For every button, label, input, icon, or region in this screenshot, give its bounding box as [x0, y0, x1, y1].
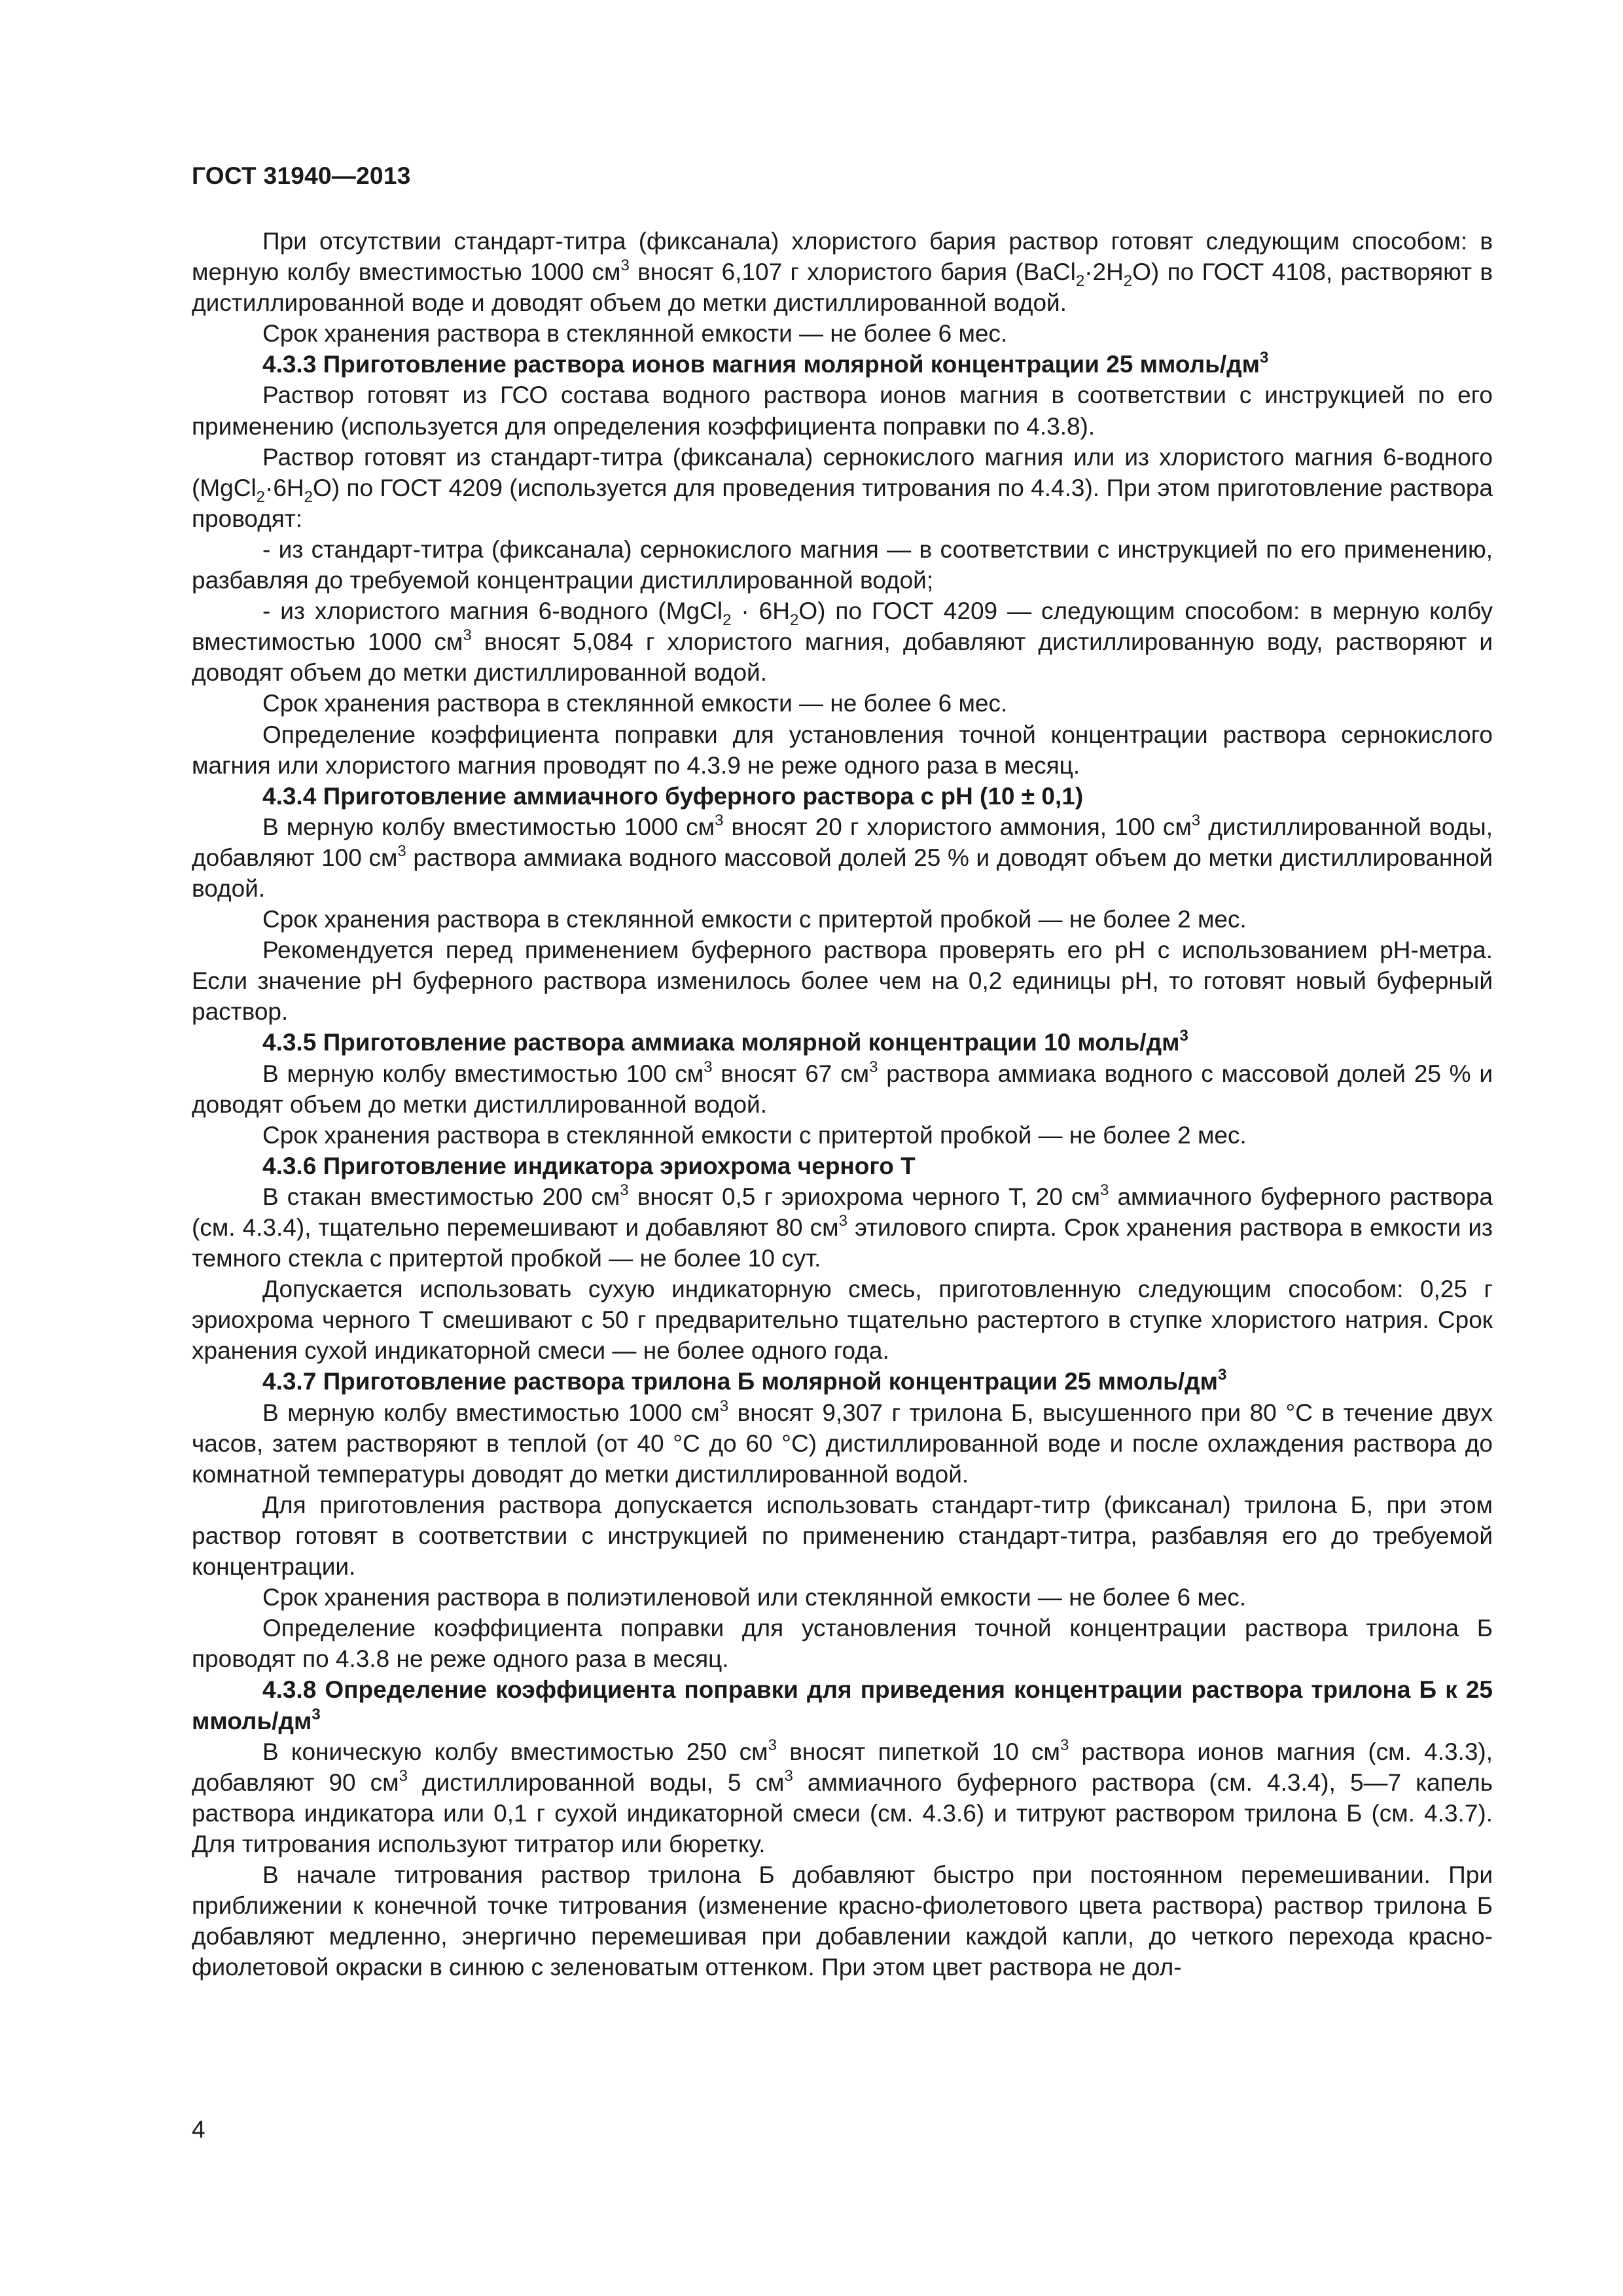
text-run: Определение коэффициента поправки для установления точной концентрации раствора трилона Б проводят по 4.3.8 не реже одного раза в месяц. — [192, 1615, 1493, 1673]
text-run: Рекомендуется перед применением буферного раствора проверять его pH с использованием pH-метра. Если значение pH буферного раствора изменилось более чем на 0,2 единицы pH, то готовят новый буферный раствор. — [192, 937, 1493, 1026]
text-run: раствора ионов магния (см. 4.3.3), добавляют 90 см — [192, 1738, 1493, 1796]
text-run: Срок хранения раствора в стеклянной емкости с притертой пробкой — не более 2 мес. — [262, 1121, 1247, 1149]
subscript: 2 — [722, 611, 732, 630]
subscript: 2 — [1075, 272, 1085, 291]
superscript: 3 — [869, 1058, 878, 1076]
text-run: раствора аммиака водного массовой долей 25 % и доводят объем до метки дистиллированной водой. — [192, 844, 1493, 902]
body-paragraph — [192, 1120, 1493, 1151]
text-run: вносят 9,307 г трилона Б, высушенного при 80 °С в течение двух часов, затем растворяют в теплой (от 40 °С до 60 °С) дистиллированной воде и после охлаждения раствора до комнатной температуры доводят до метки дистиллированной водой. — [192, 1399, 1493, 1488]
superscript: 3 — [784, 1767, 793, 1785]
text-run: Срок хранения раствора в стеклянной емкости с притертой пробкой — не более 2 мес. — [262, 906, 1247, 933]
text-run: В мерную колбу вместимостью 100 см — [262, 1060, 704, 1087]
text-run: 4.3.3 Приготовление раствора ионов магния молярной концентрации 25 ммоль/дм — [262, 351, 1260, 378]
superscript: 3 — [397, 842, 406, 860]
text-run: Раствор готовят из стандарт-титра (фиксанала) сернокислого магния или из хлористого магния 6-водного (MgCl — [192, 443, 1493, 501]
superscript: 3 — [1191, 811, 1201, 829]
body-paragraph — [192, 935, 1493, 1027]
text-run: 4.3.4 Приготовление аммиачного буферного раствора с pH (10 ± 0,1) — [262, 782, 1084, 810]
standard-header: ГОСТ 31940—2013 — [192, 162, 411, 189]
section-heading — [192, 1366, 1493, 1397]
text-run: Определение коэффициента поправки для установления точной концентрации раствора сернокислого магния или хлористого магния проводят по 4.3.9 не реже одного раза в месяц. — [192, 721, 1493, 779]
document-body — [192, 226, 1493, 1982]
body-paragraph — [192, 1490, 1493, 1582]
text-run: дистиллированной воды, добавляют 100 см — [192, 813, 1493, 871]
text-run: 4.3.5 Приготовление раствора аммиака молярной концентрации 10 моль/дм — [262, 1029, 1180, 1056]
superscript: 3 — [312, 1705, 321, 1723]
body-paragraph — [192, 1058, 1493, 1120]
subscript: 2 — [789, 611, 799, 630]
superscript: 3 — [719, 1397, 729, 1415]
text-run: вносят 0,5 г эриохрома черного Т, 20 см — [628, 1183, 1100, 1210]
text-run: дистиллированной воды, 5 см — [407, 1768, 785, 1796]
page-number: 4 — [192, 2116, 205, 2143]
superscript: 3 — [463, 626, 472, 645]
text-run: Срок хранения раствора в полиэтиленовой или стеклянной емкости — не более 6 мес. — [262, 1584, 1247, 1611]
text-run: При отсутствии стандарт-титра (фиксанала) хлористого бария раствор готовят следующим способом: в мерную колбу вместимостью 1000 см — [192, 228, 1493, 286]
text-run: O) по ГОСТ 4209 — следующим способом: в мерную колбу вместимостью 1000 см — [192, 598, 1493, 656]
text-run: этилового спирта. Срок хранения раствора в емкости из темного стекла с притертой пробкой — не более 10 сут. — [192, 1214, 1493, 1272]
text-run: Раствор готовят из ГСО состава водного раствора ионов магния в соответствии с инструкцией по его применению (используется для определения коэффициента поправки по 4.3.8). — [192, 382, 1493, 440]
body-paragraph — [192, 1582, 1493, 1613]
text-run: В стакан вместимостью 200 см — [262, 1183, 620, 1210]
superscript: 3 — [1259, 349, 1269, 367]
text-run: - из хлористого магния 6-водного (MgCl — [262, 598, 723, 625]
text-run: В мерную колбу вместимостью 1000 см — [262, 1399, 720, 1426]
body-paragraph — [192, 318, 1493, 349]
text-run: - из стандарт-титра (фиксанала) сернокислого магния — в соответствии с инструкцией по его применению, разбавляя до требуемой концентрации дистиллированной водой; — [192, 535, 1493, 594]
section-heading — [192, 1027, 1493, 1058]
body-paragraph — [192, 1613, 1493, 1674]
superscript: 3 — [768, 1736, 777, 1754]
text-run: O) по ГОСТ 4209 (используется для проведения титрования по 4.4.3). При этом приготовление раствора проводят: — [192, 474, 1493, 532]
superscript: 3 — [715, 811, 724, 829]
section-heading — [192, 349, 1493, 380]
text-run: ·2H — [1084, 259, 1124, 286]
body-paragraph — [192, 812, 1493, 904]
body-paragraph — [192, 534, 1493, 596]
text-run: Срок хранения раствора в стеклянной емкости — не более 6 мес. — [262, 320, 1008, 348]
text-run: Для приготовления раствора допускается использовать стандарт-титр (фиксанал) трилона Б, при этом раствор готовят в соответствии с инструкцией по применению стандарт-титра, разбавляя его до требуемой концентрации. — [192, 1491, 1493, 1581]
text-run: Срок хранения раствора в стеклянной емкости — не более 6 мес. — [262, 690, 1008, 717]
body-paragraph — [192, 380, 1493, 441]
text-run: В мерную колбу вместимостью 1000 см — [262, 813, 715, 840]
body-paragraph — [192, 719, 1493, 781]
text-run: аммиачного буферного раствора (см. 4.3.4), тщательно перемешивают и добавляют 80 см — [192, 1183, 1493, 1241]
subscript: 2 — [304, 488, 313, 506]
subscript: 2 — [256, 488, 266, 506]
superscript: 3 — [838, 1212, 847, 1230]
body-paragraph — [192, 1181, 1493, 1274]
text-run: 4.3.6 Приготовление индикатора эриохрома черного Т — [262, 1152, 916, 1179]
text-run: вносят 5,084 г хлористого магния, добавляют дистиллированную воду, растворяют и доводят объем до метки дистиллированной водой. — [192, 628, 1493, 687]
body-paragraph — [192, 442, 1493, 534]
section-heading — [192, 1151, 1493, 1181]
text-run: В начале титрования раствор трилона Б добавляют быстро при постоянном перемешивании. При приближении к конечной точке титрования (изменение красно-фиолетового цвета раствора) раствор трилона Б добавляют медленно, энергично перемешивая при добавлении каждой капли, до четкого перехода красно-фиолетовой окраски в синюю с зеленоватым оттенком. При этом цвет раствора не дол- — [192, 1861, 1493, 1981]
section-heading — [192, 1674, 1493, 1736]
text-run: · 6H — [731, 598, 790, 625]
text-run: ·6H — [265, 474, 304, 501]
superscript: 3 — [620, 1181, 629, 1199]
body-paragraph — [192, 1397, 1493, 1490]
superscript: 3 — [1179, 1027, 1188, 1045]
text-run: В коническую колбу вместимостью 250 см — [262, 1738, 768, 1765]
body-paragraph — [192, 1736, 1493, 1859]
text-run: 4.3.8 Определение коэффициента поправки для приведения концентрации раствора трилона Б к 25 ммоль/дм — [192, 1676, 1493, 1734]
text-run: аммиачного буферного раствора (см. 4.3.4), 5—7 капель раствора индикатора или 0,1 г сухой индикаторной смеси (см. 4.3.6) и титруют раствором трилона Б (см. 4.3.7). Для титрования используют титратор или бюретку. — [192, 1768, 1493, 1857]
text-run: вносят 20 г хлористого аммония, 100 см — [723, 813, 1192, 840]
superscript: 3 — [1217, 1366, 1227, 1384]
body-paragraph — [192, 226, 1493, 318]
superscript: 3 — [1100, 1181, 1109, 1199]
text-run: Допускается использовать сухую индикаторную смесь, приготовленную следующим способом: 0,25 г эриохрома черного Т смешивают с 50 г предварительно тщательно растертого в ступке хлористого натрия. Срок хранения сухой индикаторной смеси — не более одного года. — [192, 1276, 1493, 1365]
body-paragraph — [192, 688, 1493, 719]
body-paragraph — [192, 1859, 1493, 1982]
text-run: O) по ГОСТ 4108, растворяют в дистиллированной воде и доводят объем до метки дистиллированной водой. — [192, 259, 1493, 317]
text-run: раствора аммиака водного с массовой долей 25 % и доводят объем до метки дистиллированной водой. — [192, 1060, 1493, 1118]
superscript: 3 — [620, 257, 630, 275]
body-paragraph — [192, 904, 1493, 935]
text-run: вносят 67 см — [712, 1060, 870, 1087]
superscript: 3 — [399, 1767, 408, 1785]
superscript: 3 — [1060, 1736, 1069, 1754]
section-heading — [192, 781, 1493, 812]
body-paragraph — [192, 1274, 1493, 1366]
subscript: 2 — [1123, 272, 1133, 291]
body-paragraph — [192, 596, 1493, 688]
superscript: 3 — [704, 1058, 713, 1076]
text-run: вносят 6,107 г хлористого бария (BaCl — [629, 259, 1076, 286]
text-run: вносят пипеткой 10 см — [776, 1738, 1060, 1765]
text-run: 4.3.7 Приготовление раствора трилона Б молярной концентрации 25 ммоль/дм — [262, 1368, 1218, 1395]
